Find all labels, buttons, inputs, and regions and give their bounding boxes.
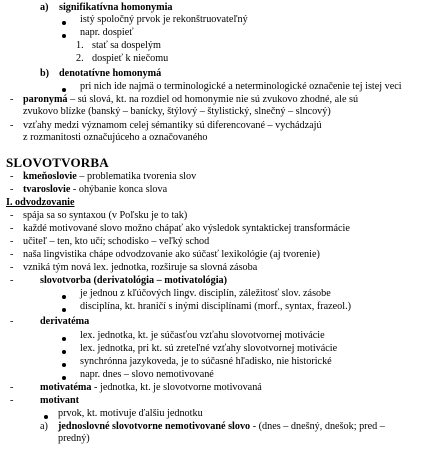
list-item: učiteľ – ten, kto učí; schodisko – veľký schod bbox=[23, 236, 210, 247]
dash-marker: - bbox=[10, 94, 14, 105]
bullet-icon bbox=[62, 346, 66, 358]
list-item: prvok, kt. motivuje ďalšiu jednotku bbox=[58, 408, 203, 419]
list-number: 2. bbox=[76, 53, 84, 64]
bullet-icon bbox=[62, 359, 66, 371]
list-item-continuation: zvukovo blízke (banský – banícky, štýlový – štylistický, slnečný – slncový) bbox=[23, 106, 331, 117]
subheading-derivatema: derivatéma bbox=[40, 316, 90, 327]
dash-marker: - bbox=[10, 262, 14, 273]
subheading-significative-homonymy: signifikatívna homonymia bbox=[59, 2, 173, 13]
list-item-continuation: predný) bbox=[58, 433, 90, 444]
text: – problematika tvorenia slov bbox=[76, 171, 197, 182]
dash-marker: - bbox=[10, 249, 14, 260]
dash-marker: - bbox=[10, 223, 14, 234]
list-item: lex. jednotka, pri kt. sú zreteľné vzťahy slovotvornej motivácie bbox=[80, 343, 338, 354]
list-item bbox=[23, 171, 196, 183]
dash-marker: - bbox=[10, 316, 14, 327]
list-item-continuation: z rozmanitosti označujúceho a označovaného bbox=[23, 132, 208, 143]
list-item: napr. dospieť bbox=[80, 27, 134, 38]
list-number: 1. bbox=[76, 40, 84, 51]
list-item: je jednou z kľúčových lingv. disciplín, záležitosť slov. zásobe bbox=[80, 288, 331, 299]
bullet-icon bbox=[62, 333, 66, 345]
list-item bbox=[58, 421, 385, 433]
term-paronyms: paronymá bbox=[23, 94, 68, 105]
text: - (dnes – dnešný, dnešok; pred – bbox=[250, 421, 385, 432]
dash-marker: - bbox=[10, 236, 14, 247]
list-item: spája sa so syntaxou (v Poľsku je to tak) bbox=[23, 210, 188, 221]
list-item bbox=[23, 184, 167, 196]
dash-marker: - bbox=[10, 184, 14, 195]
bullet-icon bbox=[62, 17, 66, 29]
term-motivatema: motivatéma bbox=[40, 382, 92, 393]
odvodzovanie-heading: I. odvodzovanie bbox=[6, 197, 75, 208]
list-item: lex. jednotka, kt. je súčasťou vzťahu slovotvornej motivácie bbox=[80, 330, 325, 341]
list-item: istý spoločný prvok je rekonštruovateľný bbox=[80, 14, 248, 25]
list-item: disciplína, kt. hraničí s inými disciplínami (morf., syntax, frazeol.) bbox=[80, 301, 352, 312]
list-item bbox=[40, 382, 262, 394]
list-item: každé motivované slovo možno chápať ako výsledok syntaktickej transformácie bbox=[23, 223, 350, 234]
section-title: SLOVOTVORBA bbox=[6, 155, 109, 170]
list-item: naša lingvistika chápe odvodzovanie ako súčasť lexikológie (aj tvorenie) bbox=[23, 249, 320, 260]
bullet-icon bbox=[62, 291, 66, 303]
term-one-word-unmotivated: jednoslovné slovotvorne nemotivované slovo bbox=[58, 421, 251, 432]
list-item: pri nich ide najmä o terminologické a neterminologické označenie tej istej veci bbox=[80, 81, 402, 92]
dash-marker: - bbox=[10, 382, 14, 393]
list-marker: a) bbox=[40, 421, 48, 432]
list-item: stať sa dospelým bbox=[92, 40, 161, 51]
dash-marker: - bbox=[10, 275, 14, 286]
list-marker: a) bbox=[40, 2, 49, 13]
bullet-icon bbox=[62, 304, 66, 316]
list-item: napr. dnes – slovo nemotivované bbox=[80, 369, 214, 380]
text: - jednotka, kt. je slovotvorne motivovaná bbox=[91, 382, 262, 393]
term-tvaroslovie: tvaroslovie bbox=[23, 184, 71, 195]
dash-marker: - bbox=[10, 171, 14, 182]
list-item: vzťahy medzi významom celej sémantiky sú diferencované – vychádzajú bbox=[23, 120, 322, 131]
dash-marker: - bbox=[10, 395, 14, 406]
list-item: dospieť k niečomu bbox=[92, 53, 169, 64]
subheading-motivant: motivant bbox=[40, 395, 80, 406]
dash-marker: - bbox=[10, 210, 14, 221]
text: - ohýbanie konca slova bbox=[70, 184, 168, 195]
list-item: synchrónna jazykoveda, je to súčasné hľadisko, nie historické bbox=[80, 356, 332, 367]
bullet-icon bbox=[62, 30, 66, 42]
dash-marker: - bbox=[10, 120, 14, 131]
subheading-denotative-homonyms: denotatívne homonymá bbox=[59, 68, 162, 79]
list-item: vzniká tým nová lex. jednotka, rozširuje sa slovná zásoba bbox=[23, 262, 258, 273]
term-kmenoslovie: kmeňoslovie bbox=[23, 171, 77, 182]
list-item-paronyms bbox=[23, 94, 358, 106]
list-marker: b) bbox=[40, 68, 50, 79]
subheading-slovotvorba: slovotvorba (derivatológia – motivatológia) bbox=[40, 275, 228, 286]
text: – sú slová, kt. na rozdiel od homonymie nie sú zvukovo zhodné, ale sú bbox=[67, 94, 359, 105]
